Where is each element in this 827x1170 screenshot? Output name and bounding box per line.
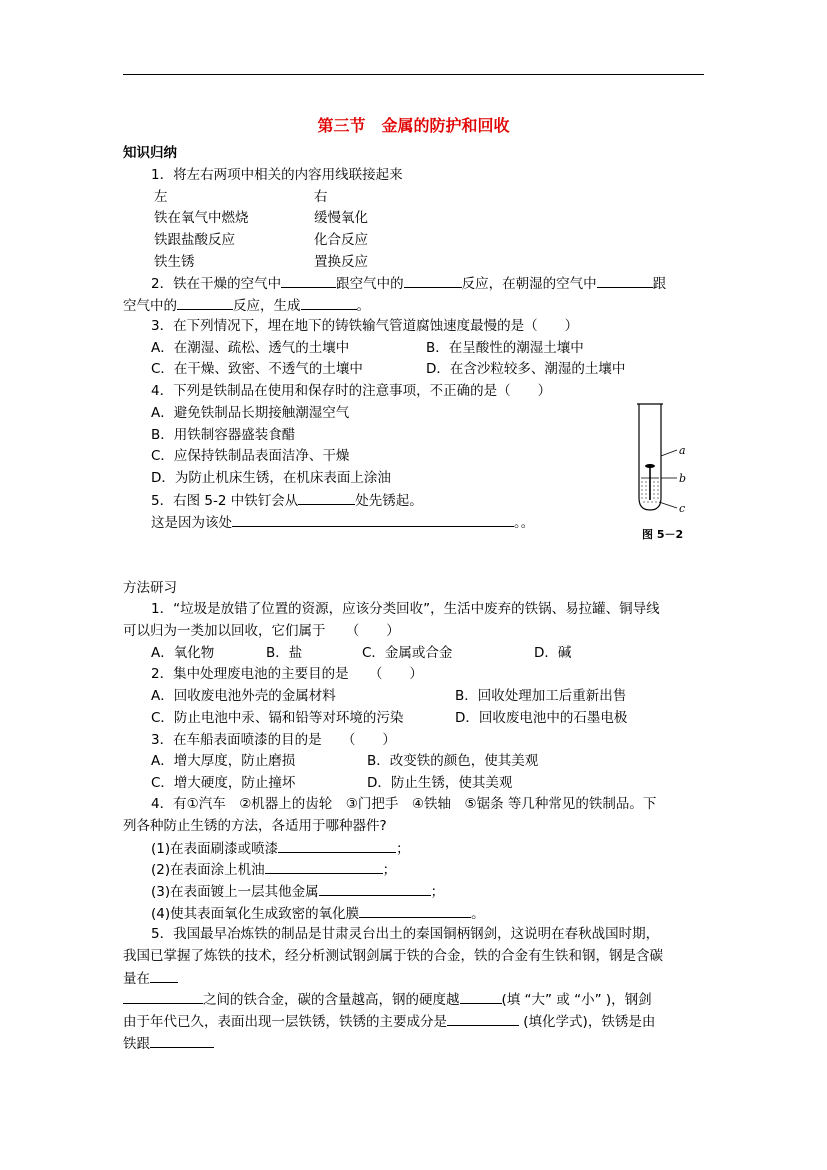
m-q4-text: (3)在表面镀上一层其他金属 bbox=[151, 884, 319, 900]
m-q3-stem: 3．在车船表面喷漆的目的是 （ ） bbox=[151, 732, 396, 748]
label-b: b bbox=[679, 472, 687, 485]
m-q5-line6 bbox=[123, 1033, 214, 1054]
m-q2-option-d[interactable]: D．回收废电池中的石墨电极 bbox=[455, 710, 628, 726]
answer-blank[interactable] bbox=[359, 903, 471, 918]
answer-blank[interactable] bbox=[404, 273, 462, 288]
q4-stem: 4．下列是铁制品在使用和保存时的注意事项，不正确的是（ ） bbox=[151, 383, 552, 399]
m-q4-text: ； bbox=[430, 884, 445, 900]
match-right-item: 化合反应 bbox=[314, 232, 368, 248]
m-q1-option-b[interactable]: B．盐 bbox=[266, 645, 303, 661]
m-q2-stem: 2．集中处理废电池的主要目的是 （ ） bbox=[151, 666, 423, 682]
m-q4-text: ； bbox=[396, 841, 410, 857]
m-q3-option-b[interactable]: B．改变铁的颜色，使其美观 bbox=[367, 753, 539, 769]
m-q2-option-b[interactable]: B．回收处理加工后重新出售 bbox=[455, 688, 627, 704]
q3-option-c[interactable]: C．在干燥、致密、不透气的土壤中 bbox=[151, 361, 363, 377]
q2-text: 跟 bbox=[652, 276, 667, 292]
q5-text: 这是因为该处 bbox=[151, 515, 232, 531]
m-q5-text: (填化学式)，铁锈是由 bbox=[519, 1014, 656, 1030]
match-right-header: 右 bbox=[314, 189, 328, 205]
m-q1-option-c[interactable]: C．金属或合金 bbox=[362, 645, 453, 661]
m-q5-line2: 我国已掌握了炼铁的技术，经分析测试钢剑属于铁的合金，铁的合金有生铁和钢，钢是含碳 bbox=[123, 948, 663, 964]
answer-blank[interactable] bbox=[301, 295, 357, 310]
answer-blank[interactable] bbox=[460, 989, 502, 1004]
m-q1-option-d[interactable]: D．碱 bbox=[534, 645, 572, 661]
q5-line1 bbox=[151, 490, 423, 511]
m-q4-line2: 列各种防止生锈的方法，各适用于哪种器件? bbox=[123, 818, 387, 834]
q4-option-c[interactable]: C．应保持铁制品表面洁净、干燥 bbox=[151, 448, 350, 464]
m-q5-line3 bbox=[123, 968, 178, 989]
m-q5-text: 之间的铁合金，碳的含量越高，钢的硬度越 bbox=[203, 992, 460, 1008]
m-q4-text: (4)使其表面氧化生成致密的氧化膜 bbox=[151, 906, 360, 922]
m-q4-text: (1)在表面刷漆或喷漆 bbox=[151, 841, 279, 857]
match-left-item: 铁生锈 bbox=[154, 254, 195, 270]
page-title: 第三节 金属的防护和回收 bbox=[317, 116, 510, 135]
q2-text: 跟空气中的 bbox=[336, 276, 404, 292]
m-q4-line1: 4．有①汽车 ②机器上的齿轮 ③门把手 ④铁轴 ⑤锯条 等几种常见的铁制品。下 bbox=[151, 796, 657, 812]
answer-blank[interactable] bbox=[597, 273, 653, 288]
q5-text: 5．右图 5-2 中铁钉会从 bbox=[151, 493, 299, 509]
q3-option-d[interactable]: D．在含沙粒较多、潮湿的土壤中 bbox=[426, 361, 626, 377]
m-q3-option-a[interactable]: A．增大厚度，防止磨损 bbox=[151, 753, 296, 769]
m-q4-text: (2)在表面涂上机油 bbox=[151, 862, 265, 878]
q3-option-b[interactable]: B．在呈酸性的潮湿土壤中 bbox=[426, 340, 584, 356]
label-c: c bbox=[679, 502, 686, 515]
m-q3-option-c[interactable]: C．增大硬度，防止撞坏 bbox=[151, 775, 296, 791]
m-q1-line2: 可以归为一类加以回收，它们属于 （ ） bbox=[123, 623, 400, 639]
m-q4-sub4 bbox=[151, 903, 485, 924]
q2-line2 bbox=[123, 295, 370, 316]
match-right-item: 缓慢氧化 bbox=[314, 210, 368, 226]
q4-option-b[interactable]: B．用铁制容器盛装食醋 bbox=[151, 427, 296, 443]
q4-option-a[interactable]: A．避免铁制品长期接触潮湿空气 bbox=[151, 405, 350, 421]
m-q1-line1: 1．“垃圾是放错了位置的资源，应该分类回收”，生活中废弃的铁锅、易拉罐、铜导线 bbox=[151, 601, 660, 617]
q5-text: 。。 bbox=[514, 515, 535, 531]
m-q4-sub2 bbox=[151, 859, 396, 880]
answer-blank[interactable] bbox=[298, 490, 355, 505]
q5-line2 bbox=[151, 512, 534, 533]
m-q5-text: (填 “大” 或 “小” )，钢剑 bbox=[501, 992, 652, 1008]
m-q1-option-a[interactable]: A．氧化物 bbox=[151, 645, 215, 661]
q2-text: 。 bbox=[356, 298, 370, 314]
q5-text: 处先锈起。 bbox=[355, 493, 423, 509]
pointer-a bbox=[661, 450, 677, 456]
q2-text: 反应，在朝湿的空气中 bbox=[461, 276, 597, 292]
m-q2-option-a[interactable]: A．回收废电池外壳的金属材料 bbox=[151, 688, 336, 704]
q1-stem: 1．将左右两项中相关的内容用线联接起来 bbox=[151, 167, 403, 183]
test-tube-figure bbox=[625, 398, 700, 543]
figure-caption: 图 5－2 bbox=[642, 528, 684, 541]
m-q5-line4 bbox=[123, 989, 652, 1010]
answer-blank[interactable] bbox=[319, 881, 431, 896]
m-q5-text: 量在 bbox=[123, 971, 150, 987]
q2-text: 反应，生成 bbox=[233, 298, 301, 314]
answer-blank[interactable] bbox=[265, 859, 383, 874]
m-q4-text: ； bbox=[382, 862, 397, 878]
m-q5-line5 bbox=[123, 1011, 655, 1032]
match-left-header: 左 bbox=[154, 189, 168, 205]
q4-option-d[interactable]: D．为防止机床生锈，在机床表面上涂油 bbox=[151, 470, 391, 486]
m-q2-option-c[interactable]: C．防止电池中汞、镉和铅等对环境的污染 bbox=[151, 710, 404, 726]
answer-blank[interactable] bbox=[150, 1033, 214, 1048]
q2-text: 空气中的 bbox=[123, 298, 177, 314]
q2-line1 bbox=[151, 273, 666, 294]
q3-stem: 3．在下列情况下，埋在地下的铸铁输气管道腐蚀速度最慢的是（ ） bbox=[151, 318, 579, 334]
m-q4-sub3 bbox=[151, 881, 444, 902]
m-q5-text: 由于年代已久，表面出现一层铁锈，铁锈的主要成分是 bbox=[123, 1014, 447, 1030]
answer-blank[interactable] bbox=[123, 989, 203, 1004]
answer-blank[interactable] bbox=[281, 273, 336, 288]
label-a: a bbox=[679, 444, 686, 457]
match-left-item: 铁跟盐酸反应 bbox=[154, 232, 235, 248]
section-heading-knowledge: 知识归纳 bbox=[123, 145, 177, 161]
m-q4-sub1 bbox=[151, 838, 410, 859]
answer-blank[interactable] bbox=[150, 968, 178, 983]
q3-option-a[interactable]: A．在潮湿、疏松、透气的土壤中 bbox=[151, 340, 350, 356]
answer-blank[interactable] bbox=[278, 838, 396, 853]
section-heading-methods: 方法研习 bbox=[123, 580, 177, 596]
m-q5-text: 铁跟 bbox=[123, 1036, 150, 1052]
m-q3-option-d[interactable]: D．防止生锈，使其美观 bbox=[367, 775, 513, 791]
answer-blank[interactable] bbox=[177, 295, 233, 310]
q2-text: 2．铁在干燥的空气中 bbox=[151, 276, 282, 292]
m-q4-text: 。 bbox=[471, 906, 485, 922]
m-q5-line1: 5．我国最早冶炼铁的制品是甘肃灵台出土的秦国铜柄钢剑，这说明在春秋战国时期， bbox=[151, 926, 660, 942]
match-left-item: 铁在氧气中燃烧 bbox=[154, 210, 249, 226]
match-right-item: 置换反应 bbox=[314, 254, 368, 270]
header-rule bbox=[123, 74, 704, 75]
answer-blank[interactable] bbox=[232, 512, 514, 527]
answer-blank[interactable] bbox=[447, 1011, 519, 1026]
pointer-c bbox=[659, 502, 677, 508]
